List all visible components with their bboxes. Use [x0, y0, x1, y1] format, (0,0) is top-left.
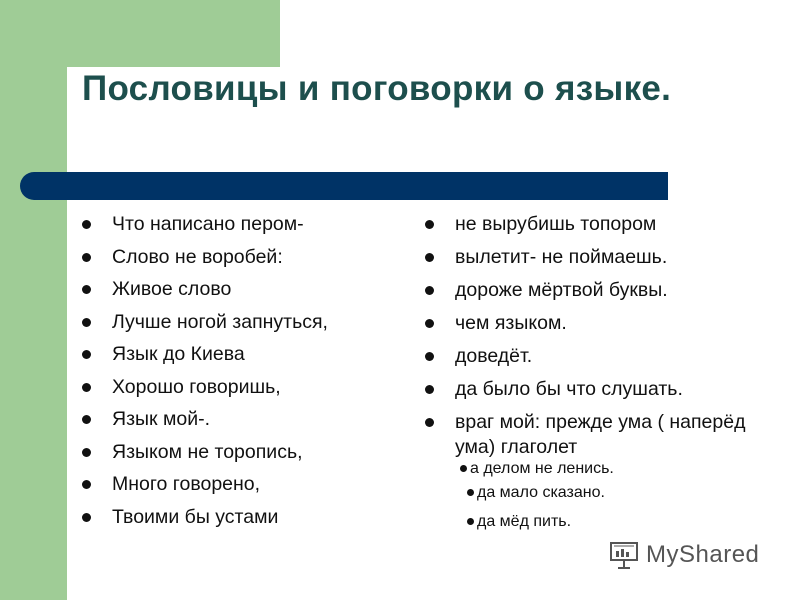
list-item: Лучше ногой запнуться,	[82, 310, 402, 335]
list-item: да было бы что слушать.	[425, 377, 765, 402]
list-item: доведёт.	[425, 344, 765, 369]
list-item: дороже мёртвой буквы.	[425, 278, 765, 303]
green-side-strip	[0, 0, 67, 600]
list-item: не вырубишь топором	[425, 212, 765, 237]
list-item: чем языком.	[425, 311, 765, 336]
myshared-watermark	[608, 537, 768, 573]
right-proverb-list	[425, 212, 765, 468]
list-item: Языком не торопись,	[82, 440, 402, 465]
list-item: вылетит- не поймаешь.	[425, 245, 765, 270]
list-item: Хорошо говоришь,	[82, 375, 402, 400]
sub-list-item: да мёд пить.	[467, 513, 571, 531]
list-item: Язык мой-.	[82, 407, 402, 432]
presentation-board-icon	[608, 539, 640, 571]
watermark-text: MyShared	[646, 541, 760, 568]
left-proverb-list	[82, 212, 402, 537]
sub-list-item: да мало сказано.	[467, 484, 605, 502]
list-item: Язык до Киева	[82, 342, 402, 367]
title-divider-bar	[20, 172, 668, 200]
list-item: Что написано пером-	[82, 212, 402, 237]
slide-title: Пословицы и поговорки о языке.	[82, 69, 672, 108]
list-item: Твоими бы устами	[82, 505, 402, 530]
sub-list-item: а делом не ленись.	[460, 460, 614, 478]
green-top-block	[0, 0, 280, 67]
list-item: Много говорено,	[82, 472, 402, 497]
list-item: Живое слово	[82, 277, 402, 302]
list-item: враг мой: прежде ума ( наперёд ума) глаголет	[425, 410, 765, 460]
list-item: Слово не воробей:	[82, 245, 402, 270]
